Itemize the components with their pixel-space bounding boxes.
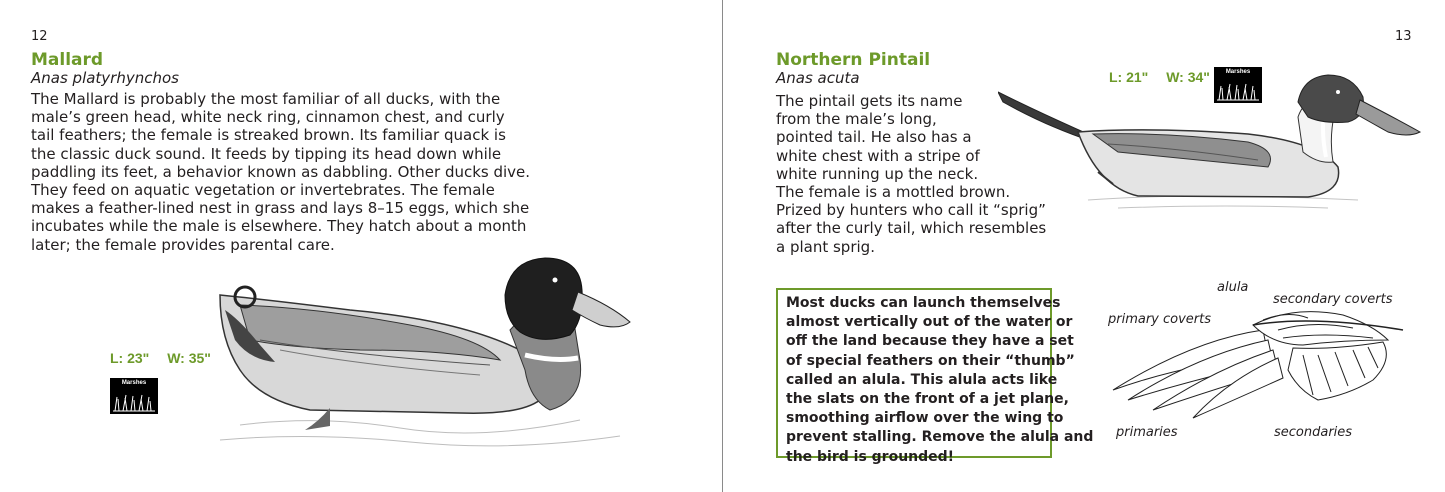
fact-line: off the land because they have a set	[786, 333, 1074, 350]
length-mallard: L: 23"	[110, 350, 150, 366]
page-number-left: 12	[31, 29, 48, 44]
wing-label-primaries: primaries	[1116, 425, 1178, 440]
mallard-illustration-icon	[200, 250, 640, 450]
alula-fact-box	[776, 288, 1094, 465]
description-line: Prized by hunters who call it “sprig”	[776, 201, 1046, 220]
left-page	[0, 0, 722, 492]
right-page	[723, 0, 1445, 492]
fact-line: smoothing airflow over the wing to	[786, 410, 1064, 427]
species-title-mallard: Mallard	[31, 50, 104, 70]
habitat-label: Marshes	[1225, 69, 1251, 75]
description-line: after the curly tail, which resembles	[776, 219, 1047, 238]
fact-line: Most ducks can launch themselves	[786, 295, 1061, 311]
fact-line: of special feathers on their “thumb”	[786, 352, 1075, 369]
length-pintail: L: 21"	[1109, 69, 1149, 85]
description-line: male’s green head, white neck ring, cinnamon chest, and curly	[31, 108, 505, 127]
wing-label-secondaries: secondaries	[1274, 425, 1353, 440]
measurements-mallard	[110, 350, 211, 366]
description-line: from the male’s long,	[776, 110, 937, 129]
wingspan-pintail: W: 34"	[1166, 69, 1210, 85]
habitat-label: Marshes	[121, 380, 147, 386]
description-line: white chest with a stripe of	[776, 146, 980, 165]
description-line: makes a feather-lined nest in grass and lays 8–15 eggs, which she	[31, 199, 530, 218]
wing-label-primary-coverts: primary coverts	[1108, 312, 1212, 327]
description-line: The Mallard is probably the most familiar of all ducks, with the	[31, 90, 501, 108]
description-line: The female is a mottled brown.	[776, 183, 1011, 202]
description-mallard	[31, 90, 530, 254]
latin-name-pintail: Anas acuta	[776, 69, 860, 87]
wingspan-mallard: W: 35"	[167, 350, 211, 366]
fact-line: almost vertically out of the water or	[786, 314, 1073, 331]
description-line: tail feathers; the female is streaked brown. Its familiar quack is	[31, 126, 506, 145]
description-line: incubates while the male is elsewhere. They hatch about a month	[31, 217, 527, 236]
description-line: a plant sprig.	[776, 237, 875, 256]
description-line: The pintail gets its name	[776, 92, 963, 110]
description-line: pointed tail. He also has a	[776, 128, 972, 147]
description-line: later; the female provides parental care.	[31, 235, 335, 254]
description-line: paddling its feet, a behavior known as dabbling. Other ducks dive.	[31, 162, 531, 181]
fact-line: the slats on the front of a jet plane,	[786, 391, 1069, 408]
fact-line: called an alula. This alula acts like	[786, 371, 1058, 388]
latin-name-mallard: Anas platyrhynchos	[31, 69, 179, 87]
description-line: They feed on aquatic vegetation or invertebrates. The female	[31, 181, 495, 200]
wing-label-alula: alula	[1217, 280, 1249, 295]
fact-line: prevent stalling. Remove the alula and	[786, 429, 1094, 446]
habitat-badge-mallard	[110, 378, 158, 414]
pintail-illustration-icon	[998, 72, 1428, 212]
page-number-right: 13	[1395, 29, 1412, 44]
wing-label-secondary-coverts: secondary coverts	[1273, 292, 1393, 307]
species-title-pintail: Northern Pintail	[776, 50, 931, 70]
description-line: white running up the neck.	[776, 164, 979, 183]
fact-line: the bird is grounded!	[786, 448, 955, 465]
description-line: the classic duck sound. It feeds by tipping its head down while	[31, 144, 502, 163]
marsh-grass-icon	[111, 389, 157, 413]
